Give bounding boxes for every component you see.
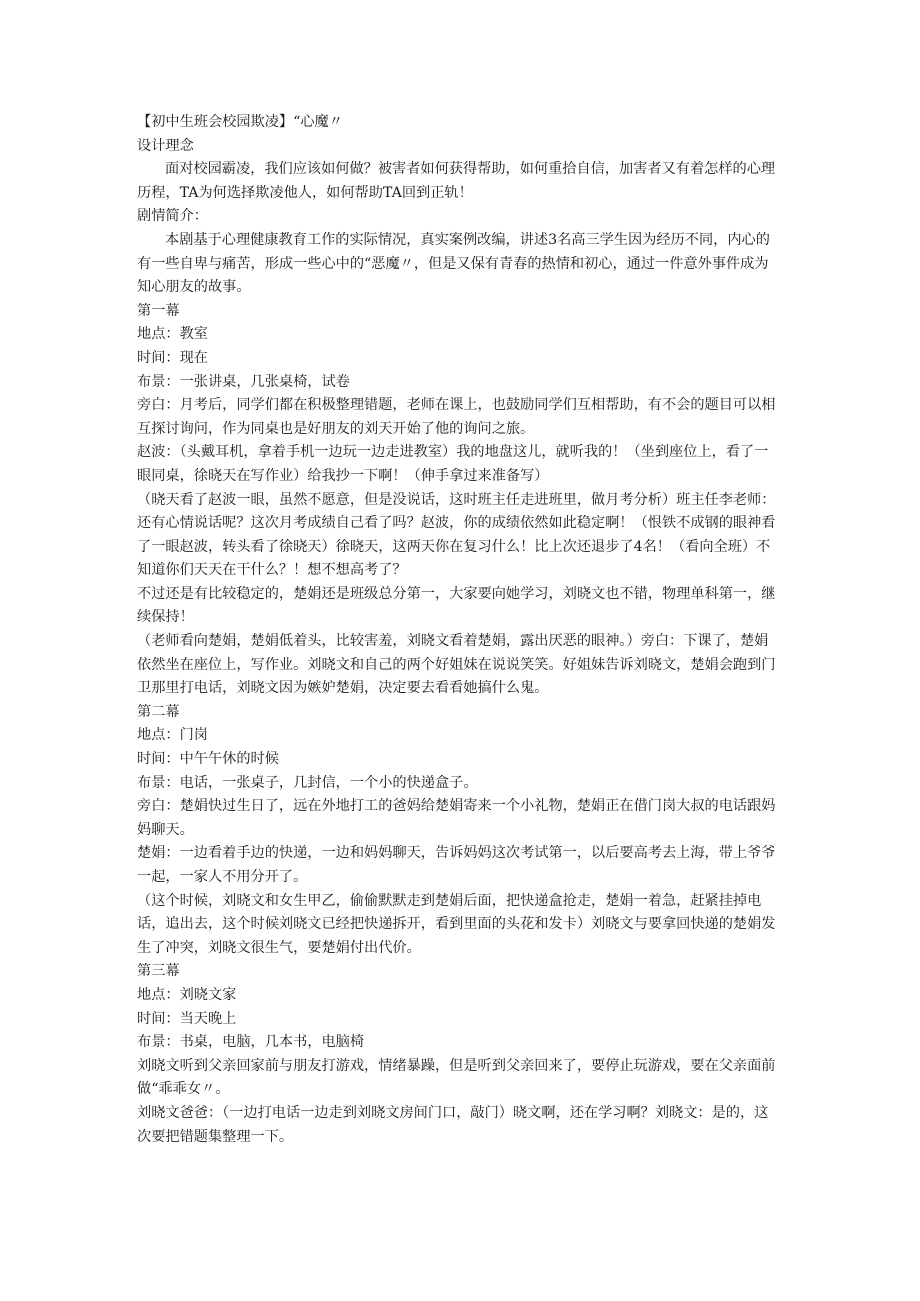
- document-paragraph: 旁白：月考后，同学们都在积极整理错题，老师在课上，也鼓励同学们互相帮助，有不会的题目可以相互探讨询问，作为同桌也是好朋友的刘天开始了他的询问之旅。: [137, 397, 776, 437]
- document-paragraph: 赵波：（头戴耳机，拿着手机一边玩一边走进教室）我的地盘这儿，就听我的！（坐到座位上，看了一眼同桌，徐晓天在写作业）给我抄一下啊！（伸手拿过来准备写）: [137, 444, 769, 484]
- document-paragraph: 旁白：楚娟快过生日了，远在外地打工的爸妈给楚娟寄来一个小礼物，楚娟正在借门岗大叔的电话跟妈妈聊天。: [137, 798, 776, 838]
- document-paragraph: 地点：门岗: [137, 727, 208, 744]
- document-paragraph: 布景：电话，一张桌子，几封信，一个小的快递盒子。: [137, 774, 478, 791]
- document-paragraph: 第二幕: [137, 703, 180, 720]
- document-paragraph: 刘晓文爸爸：（一边打电话一边走到刘晓文房间门口，敲门）晓文啊，还在学习啊？刘晓文：是的，这次要把错题集整理一下。: [137, 1104, 769, 1145]
- document-paragraph: （晓天看了赵波一眼，虽然不愿意，但是没说话，这时班主任走进班里，做月考分析）班主任李老师：还有心情说话呢？这次月考成绩自己看了吗？赵波，你的成绩依然如此稳定啊！（恨铁不成钢的眼神看了一眼赵波，转头看了徐晓天）徐晓天，这两天你在复习什么！比上次还退步了4名！（看向全班）不知道你们天天在干什么？！想不想高考了？: [137, 491, 776, 579]
- document-paragraph: 面对校园霸凌，我们应该如何做？被害者如何获得帮助，如何重拾自信，加害者又有着怎样的心理历程，TA为何选择欺凌他人，如何帮助TA回到正轨！: [137, 161, 776, 201]
- document-paragraph: （老师看向楚娟，楚娟低着头，比较害羞，刘晓文看着楚娟，露出厌恶的眼神。）旁白：下课了，楚娟依然坐在座位上，写作业。刘晓文和自己的两个好姐妹在说说笑笑。好姐妹告诉刘晓文，楚娟会跑到门卫那里打电话，刘晓文因为嫉妒楚娟，决定要去看看她搞什么鬼。: [137, 633, 776, 697]
- document-paragraph: 第一幕: [137, 302, 180, 319]
- document-paragraph: 时间：现在: [137, 349, 208, 366]
- document-paragraph: 地点：刘晓文家: [137, 986, 237, 1003]
- document-page: [137, 111, 777, 1149]
- document-paragraph: 剧情简介：: [137, 208, 208, 225]
- document-title: 【初中生班会校园欺凌】“心魔〃: [137, 114, 343, 130]
- document-paragraph: 本剧基于心理健康教育工作的实际情况，真实案例改编，讲述3名高三学生因为经历不同，内心的有一些自卑与痛苦，形成一些心中的“恶魔〃，但是又保有青春的热情和初心，通过一件意外事件成为知心朋友的故事。: [137, 231, 770, 296]
- document-paragraph: 地点：教室: [137, 326, 208, 343]
- document-paragraph: 时间：当天晚上: [137, 1010, 237, 1027]
- document-paragraph: 不过还是有比较稳定的，楚娟还是班级总分第一，大家要向她学习，刘晓文也不错，物理单科第一，继续保持！: [137, 585, 776, 626]
- document-paragraph: 刘晓文听到父亲回家前与朋友打游戏，情绪暴躁，但是听到父亲回来了，要停止玩游戏，要在父亲面前做“乖乖女〃。: [137, 1057, 776, 1098]
- document-paragraph: 楚娟：一边看着手边的快递，一边和妈妈聊天，告诉妈妈这次考试第一，以后要高考去上海，带上爷爷一起，一家人不用分开了。: [137, 845, 776, 885]
- document-body: [137, 135, 777, 1150]
- document-paragraph: 第三幕: [137, 963, 180, 980]
- document-paragraph: 时间：中午午休的时候: [137, 751, 279, 768]
- document-paragraph: 布景：书桌，电脑，几本书，电脑椅: [137, 1034, 365, 1051]
- document-paragraph: （这个时候，刘晓文和女生甲乙，偷偷默默走到楚娟后面，把快递盒抢走，楚娟一着急，赶紧挂掉电话，追出去，这个时候刘晓文已经把快递拆开，看到里面的头花和发卡）刘晓文与要拿回快递的楚娟发生了冲突，刘晓文很生气，要楚娟付出代价。: [137, 892, 776, 956]
- document-paragraph: 布景：一张讲桌，几张桌椅，试卷: [137, 373, 350, 390]
- document-paragraph: 设计理念: [137, 137, 194, 154]
